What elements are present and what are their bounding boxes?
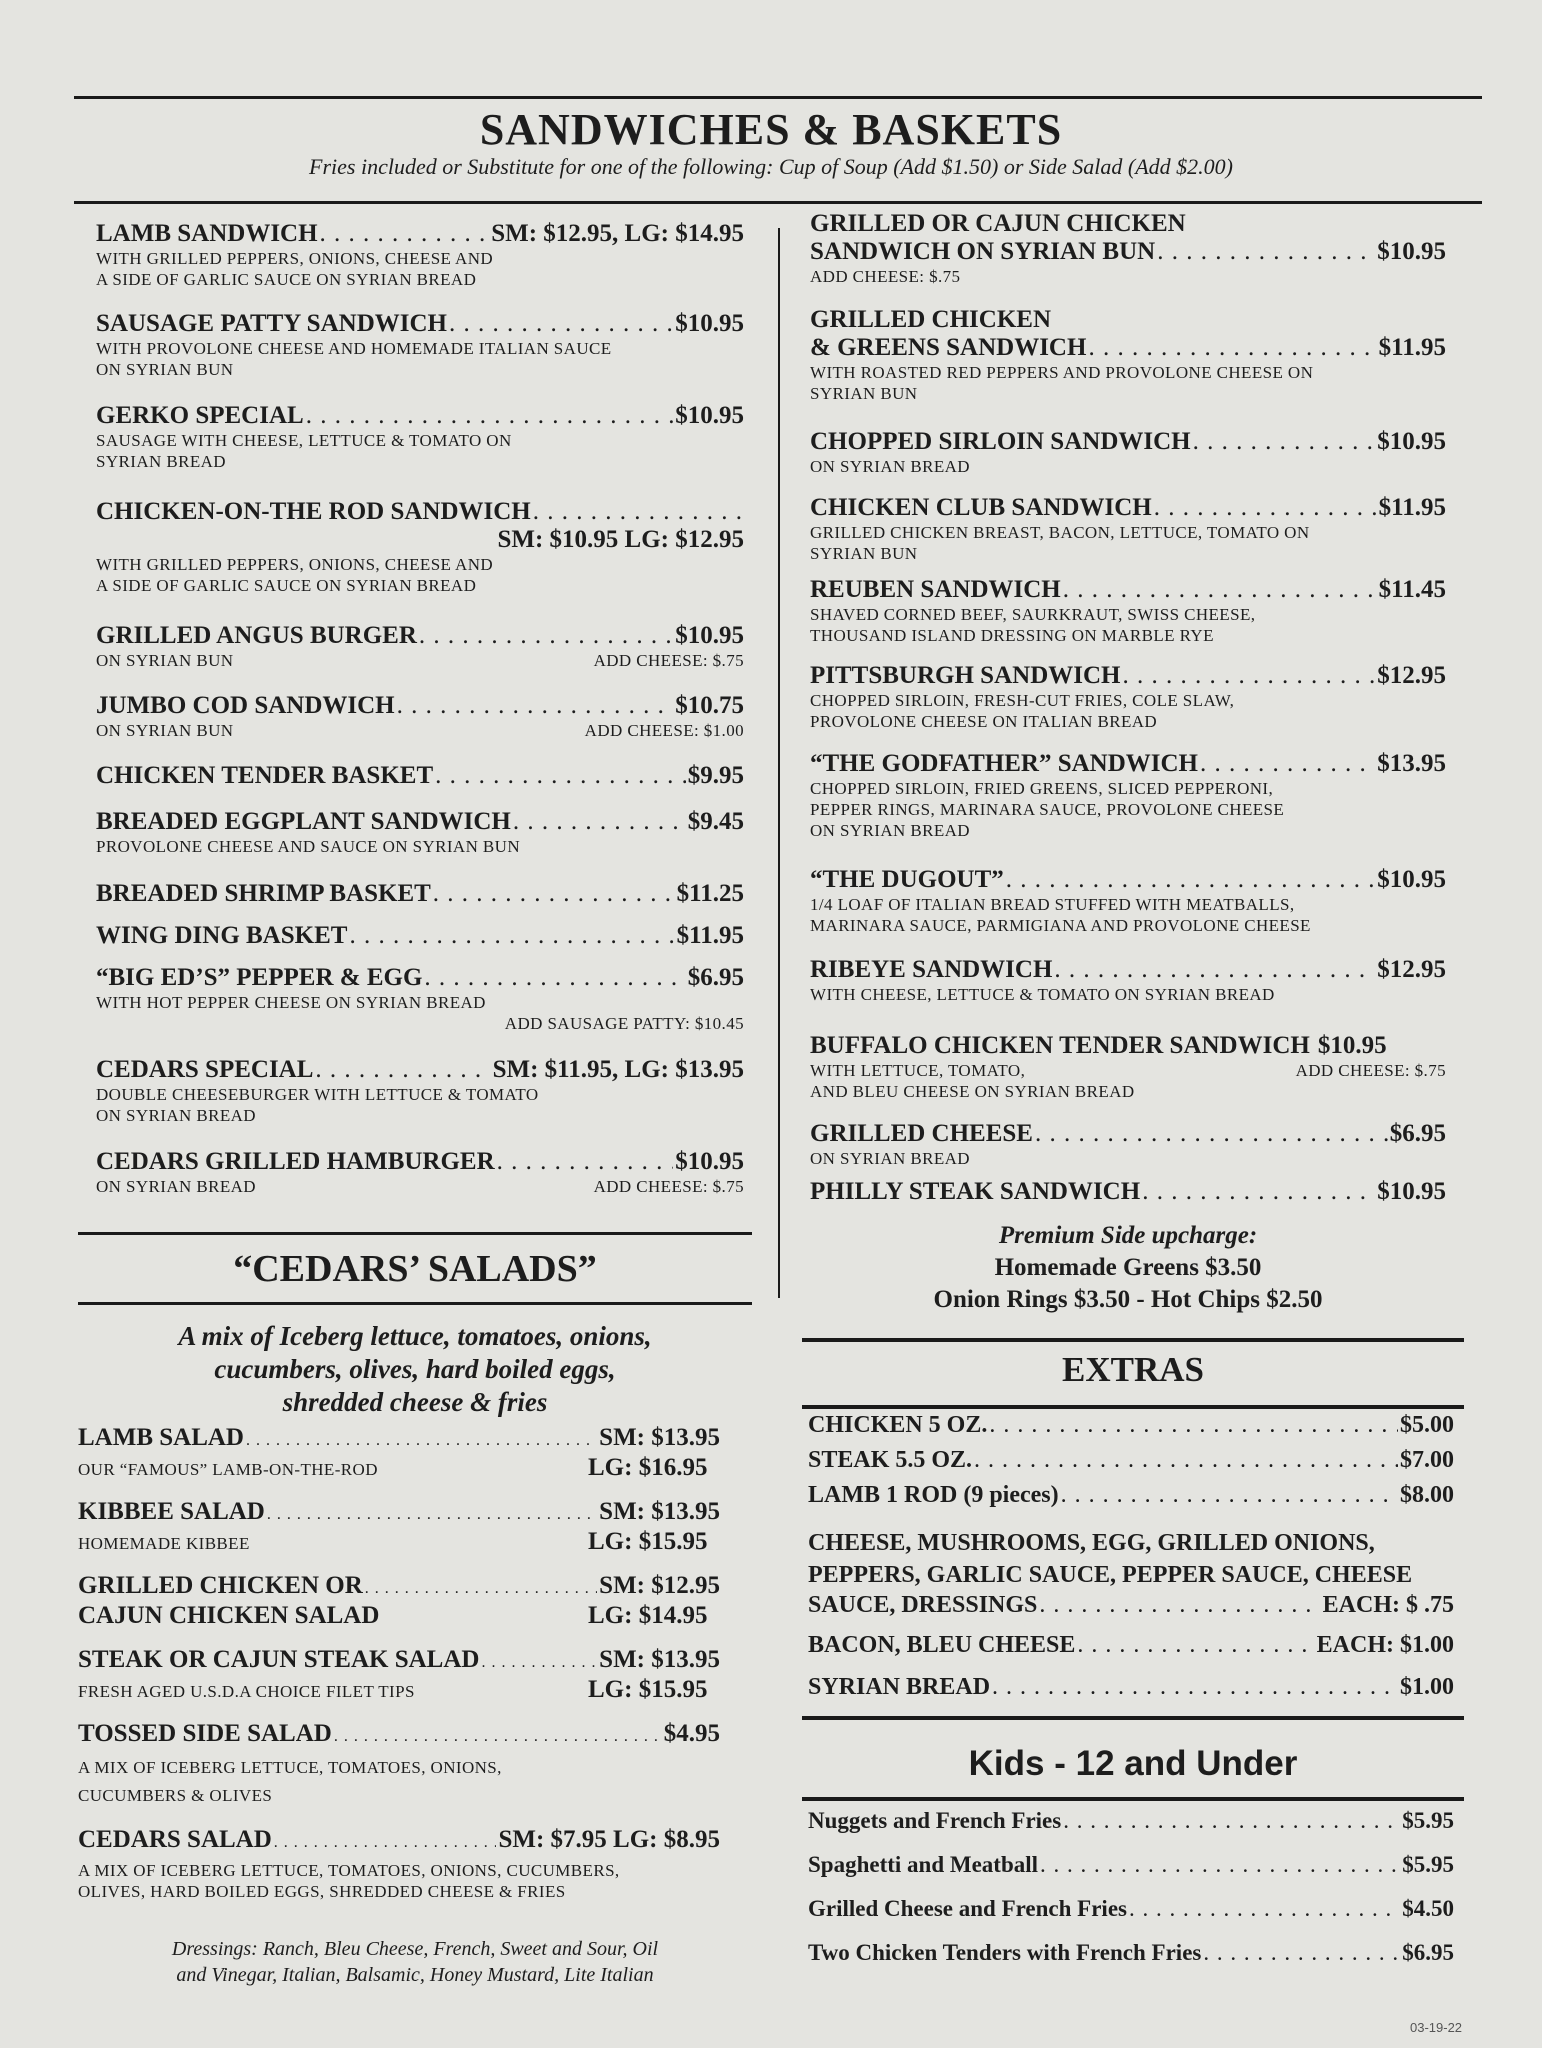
item-line [96,964,744,992]
item-line [96,310,744,338]
salad-price-large: LG: $15.95 [588,1676,708,1703]
leader-dots [397,692,674,720]
extra-price: $6.95 [1402,1940,1454,1965]
salad-item [78,1498,720,1556]
item-name-cont: SANDWICH ON SYRIAN BUN [810,238,1156,265]
item-line [96,1056,744,1084]
extra-item [808,1940,1454,1966]
menu-item [810,576,1446,646]
item-name: GRILLED OR CAJUN CHICKEN [810,210,1186,237]
leader-dots [419,622,673,650]
salad-price-large: LG: $15.95 [588,1528,708,1555]
item-desc: ADD CHEESE: $.75 [810,267,961,286]
item-name: “THE DUGOUT” [810,866,1004,893]
leader-dots [433,880,675,908]
leader-dots [435,762,686,790]
add-on-price: ADD CHEESE: $.75 [593,1177,744,1196]
leader-dots [533,498,742,526]
extra-price: $1.00 [1400,1674,1454,1700]
item-price: $10.75 [675,692,744,719]
item-name: CHICKEN TENDER BASKET [96,762,434,789]
item-price: $12.95 [1377,662,1446,689]
item-price: $10.95 [1317,1032,1387,1059]
extra-price: $5.95 [1402,1852,1454,1877]
extra-price: EACH: $ .75 [1322,1592,1454,1618]
leader-dots [974,1447,1398,1474]
item-desc: WITH PROVOLONE CHEESE AND HOMEMADE ITALIAN SAUCE [96,339,612,358]
salad-item [78,1720,720,1810]
item-desc: SYRIAN BREAD [96,452,226,471]
leader-dots [1039,1592,1320,1619]
menu-item [810,750,1446,841]
salad-item [78,1424,720,1482]
item-line [810,306,1446,334]
salad-name: CEDARS SALAD [78,1826,272,1853]
add-on-price: ADD CHEESE: $.75 [1295,1061,1446,1080]
salad-desc: FRESH AGED U.S.D.A CHOICE FILET TIPS [78,1682,415,1701]
item-desc: SYRIAN BUN [810,384,918,403]
item-line [810,1178,1446,1206]
item-sub-row [96,1013,744,1034]
item-desc: ON SYRIAN BREAD [96,1177,256,1196]
leader-dots [1063,576,1377,604]
salad-name: LAMB SALAD [78,1424,244,1451]
extra-multi-line: PEPPERS, GARLIC SAUCE, PEPPER SAUCE, CHEESE [808,1562,1413,1588]
item-line [96,922,744,950]
extra-name: SYRIAN BREAD [808,1674,991,1700]
item-desc: AND BLEU CHEESE ON SYRIAN BREAD [810,1082,1135,1101]
salad-desc: OUR “FAMOUS” LAMB-ON-THE-ROD [78,1460,378,1479]
salad-item [78,1826,720,1902]
item-line [810,210,1446,238]
item-sub-row [96,650,744,671]
salad-row [78,1454,720,1482]
leader-dots [1203,1940,1400,1966]
page-title: SANDWICHES & BASKETS [479,105,1063,154]
leader-dots [481,1654,597,1672]
item-line [96,526,744,554]
item-line [96,880,744,908]
item-price: $6.95 [687,964,744,991]
item-desc: WITH GRILLED PEPPERS, ONIONS, CHEESE AND [96,249,494,268]
menu-item [810,494,1446,564]
leader-dots [1157,238,1375,266]
item-desc: PROVOLONE CHEESE AND SAUCE ON SYRIAN BUN [96,837,521,856]
item-desc: WITH CHEESE, LETTUCE & TOMATO ON SYRIAN BREAD [810,985,1275,1004]
premium-heading: Premium Side upcharge: [998,1222,1258,1249]
salad-name: STEAK OR CAJUN STEAK SALAD [78,1646,480,1673]
item-line [96,692,744,720]
item-name: “BIG ED’S” PEPPER & EGG [96,964,423,991]
extras-top-rule [802,1338,1464,1342]
item-price: $9.95 [687,762,744,789]
menu-item [96,692,744,741]
intro-line: A mix of Iceberg lettuce, tomatoes, onions, [178,1321,652,1351]
extra-name: Grilled Cheese and French Fries [808,1896,1127,1921]
item-desc: ON SYRIAN BREAD [810,457,970,476]
extra-name: Nuggets and French Fries [808,1808,1062,1833]
menu-item [810,956,1446,1005]
extra-name: BACON, BLEU CHEESE [808,1632,1076,1658]
extra-name: Two Chicken Tenders with French Fries [808,1940,1202,1965]
leader-dots [1122,662,1375,690]
salad-item [78,1572,720,1630]
salad-desc: A MIX OF ICEBERG LETTUCE, TOMATOES, ONIONS, [78,1758,502,1777]
item-price: $10.95 [1377,1178,1446,1205]
leader-dots [1200,750,1375,778]
intro-line: shredded cheese & fries [282,1387,548,1417]
salad-price: SM: $7.95 LG: $8.95 [498,1826,720,1853]
salad-list [78,1424,720,1918]
dressings-note [78,1936,752,1988]
item-line [810,1120,1446,1148]
item-sub-row [96,720,744,741]
extra-name: SAUCE, DRESSINGS [808,1592,1038,1618]
item-desc: PEPPER RINGS, MARINARA SAUCE, PROVOLONE CHEESE [810,800,1285,819]
item-price: $10.95 [675,622,744,649]
add-on-price: ADD CHEESE: $.75 [593,651,744,670]
item-line [96,402,744,430]
menu-item [96,762,744,790]
menu-item [96,310,744,380]
menu-item [96,922,744,950]
salad-price-small: SM: $12.95 [599,1572,720,1599]
leader-dots [1035,1120,1388,1148]
menu-item [96,402,744,472]
salad-row [78,1498,720,1526]
item-price: $10.95 [1377,866,1446,893]
salad-desc: OLIVES, HARD BOILED EGGS, SHREDDED CHEESE & FRIES [78,1882,566,1901]
item-name: CHICKEN CLUB SANDWICH [810,494,1152,521]
kids-title: Kids - 12 and Under [968,1744,1298,1783]
salad-name: TOSSED SIDE SALAD [78,1720,332,1747]
premium-line-2: Onion Rings $3.50 - Hot Chips $2.50 [933,1286,1323,1313]
leader-dots [267,1506,597,1524]
salad-row [78,1646,720,1674]
extra-item [808,1674,1454,1701]
item-desc: ON SYRIAN BREAD [810,821,970,840]
menu-item [810,1032,1446,1102]
extra-item [808,1447,1454,1474]
item-desc: A SIDE OF GARLIC SAUCE ON SYRIAN BREAD [96,270,477,289]
menu-item [96,1148,744,1197]
extra-name: LAMB 1 ROD (9 pieces) [808,1482,1059,1508]
leader-dots [365,1580,597,1598]
extra-name: Spaghetti and Meatball [808,1852,1039,1877]
menu-item [96,964,744,1034]
menu-item [810,1178,1446,1206]
item-name: “THE GODFATHER” SANDWICH [810,750,1199,777]
item-line [96,622,744,650]
item-desc: DOUBLE CHEESEBURGER WITH LETTUCE & TOMATO [96,1085,539,1104]
item-desc: ON SYRIAN BUN [96,360,234,379]
item-desc: ON SYRIAN BUN [96,721,234,740]
item-name: SAUSAGE PATTY SANDWICH [96,310,447,337]
leader-dots [989,1412,1398,1439]
leader-dots [1061,1482,1398,1509]
item-price: $10.95 [675,1148,744,1175]
salad-row [78,1572,720,1600]
item-line [96,1148,744,1176]
salad-row [78,1424,720,1452]
menu-item [810,866,1446,936]
item-name: PHILLY STEAK SANDWICH [810,1178,1141,1205]
item-desc: THOUSAND ISLAND DRESSING ON MARBLE RYE [810,626,1214,645]
leader-dots [1154,494,1377,522]
salad-price-small: SM: $13.95 [599,1646,720,1673]
leader-dots [1142,1178,1375,1206]
leader-dots [1006,866,1375,894]
item-name: WING DING BASKET [96,922,348,949]
extra-name: STEAK 5.5 OZ. [808,1447,973,1473]
extra-multi-line: CHEESE, MUSHROOMS, EGG, GRILLED ONIONS, [808,1530,1375,1556]
salad-desc: A MIX OF ICEBERG LETTUCE, TOMATOES, ONIONS, CUCUMBERS, [78,1861,620,1880]
item-name-cont: & GREENS SANDWICH [810,334,1087,361]
item-desc: ON SYRIAN BREAD [810,1149,970,1168]
menu-item [96,622,744,671]
item-price: $9.45 [687,808,744,835]
salad-name: KIBBEE SALAD [78,1498,265,1525]
extra-name: CHICKEN 5 OZ. [808,1412,988,1438]
dressings-line: Dressings: Ranch, Bleu Cheese, French, Sweet and Sour, Oil [171,1938,659,1960]
item-price: $10.95 [675,402,744,429]
leader-dots [315,1056,490,1084]
leader-dots [274,1834,497,1852]
salad-row [78,1676,720,1704]
leader-dots [513,808,686,836]
extra-item [808,1482,1454,1509]
salad-price-small: SM: $13.95 [599,1424,720,1451]
salads-bottom-rule [78,1302,752,1305]
item-desc: PROVOLONE CHEESE ON ITALIAN BREAD [810,712,1158,731]
item-line [96,498,744,526]
item-line [810,866,1446,894]
item-price: SM: $12.95, LG: $14.95 [491,220,744,247]
item-desc: ON SYRIAN BREAD [96,1106,256,1125]
item-line [96,762,744,790]
salad-row [78,1826,720,1854]
item-desc: SHAVED CORNED BEEF, SAURKRAUT, SWISS CHEESE, [810,605,1256,624]
leader-dots [1193,428,1376,456]
item-desc: ON SYRIAN BUN [96,651,234,670]
extra-item [808,1592,1454,1619]
item-line [96,220,744,248]
add-on-price: ADD CHEESE: $1.00 [584,721,744,740]
extra-price: $4.50 [1402,1896,1454,1921]
column-divider [778,228,780,1298]
salad-name: GRILLED CHICKEN OR [78,1572,363,1599]
item-line [810,956,1446,984]
salads-title: “CEDARS’ SALADS” [233,1248,597,1290]
extra-price: $5.95 [1402,1808,1454,1833]
item-line [810,750,1446,778]
item-name: BREADED EGGPLANT SANDWICH [96,808,511,835]
leader-dots [449,310,673,338]
menu-item [810,428,1446,477]
menu-item [810,1120,1446,1169]
salad-row [78,1602,720,1630]
menu-item [96,498,744,596]
item-line [810,662,1446,690]
item-price: SM: $10.95 LG: $12.95 [497,526,744,553]
leader-dots [497,1148,674,1176]
item-price: $11.95 [1378,494,1446,521]
salads-top-rule [78,1232,752,1235]
item-name: GRILLED CHICKEN [810,306,1052,333]
leader-dots [320,220,490,248]
item-sub-row [96,1176,744,1197]
leader-dots [246,1432,597,1450]
item-desc: CHOPPED SIRLOIN, FRIED GREENS, SLICED PEPPERONI, [810,779,1274,798]
menu-item [96,1056,744,1126]
item-price: $6.95 [1389,1120,1446,1147]
item-line [96,808,744,836]
kids-bottom-rule [802,1797,1464,1801]
item-name: JUMBO COD SANDWICH [96,692,395,719]
dressings-line: and Vinegar, Italian, Balsamic, Honey Mustard, Lite Italian [176,1964,654,1986]
leader-dots [1077,1632,1314,1659]
salad-price-large: LG: $14.95 [588,1602,708,1629]
extra-item [808,1896,1454,1922]
extra-item [808,1808,1454,1834]
leader-dots [1088,334,1376,362]
extra-price: $5.00 [1400,1412,1454,1438]
leader-dots [992,1674,1398,1701]
item-desc: A SIDE OF GARLIC SAUCE ON SYRIAN BREAD [96,576,477,595]
salad-desc: HOMEMADE KIBBEE [78,1534,250,1553]
menu-item [810,662,1446,732]
page-subtitle: Fries included or Substitute for one of the following: Cup of Soup (Add $1.50) or Side Salad (Add $2.00) [309,154,1233,179]
item-line [810,1032,1446,1060]
item-price: $11.25 [676,880,744,907]
item-desc: SYRIAN BUN [810,544,918,563]
menu-item [96,220,744,290]
item-line [810,576,1446,604]
leader-dots [349,922,674,950]
salads-intro [78,1320,752,1419]
menu-item [810,306,1446,404]
add-on-price: ADD SAUSAGE PATTY: $10.45 [504,1014,744,1033]
item-name: CHOPPED SIRLOIN SANDWICH [810,428,1191,455]
item-desc: WITH LETTUCE, TOMATO, [810,1061,1026,1080]
item-name: CEDARS GRILLED HAMBURGER [96,1148,495,1175]
item-desc: CHOPPED SIRLOIN, FRESH-CUT FRIES, COLE SLAW, [810,691,1235,710]
item-price: $11.45 [1378,576,1446,603]
item-line [810,428,1446,456]
extras-title: EXTRAS [1062,1350,1204,1389]
salad-desc: CAJUN CHICKEN SALAD [78,1602,380,1629]
item-line [810,494,1446,522]
leader-dots [334,1728,662,1746]
leader-dots [1054,956,1375,984]
menu-item [810,210,1446,287]
kids-top-rule [802,1716,1464,1720]
salad-item [78,1646,720,1704]
header-rule [74,201,1482,204]
item-desc: SAUSAGE WITH CHEESE, LETTUCE & TOMATO ON [96,431,512,450]
leader-dots [1129,1896,1400,1922]
extra-price: $8.00 [1400,1482,1454,1508]
salad-row [78,1528,720,1556]
intro-line: cucumbers, olives, hard boiled eggs, [214,1354,616,1384]
menu-item [96,808,744,857]
item-name: GERKO SPECIAL [96,402,304,429]
item-desc: WITH HOT PEPPER CHEESE ON SYRIAN BREAD [96,993,486,1012]
item-desc: 1/4 LOAF OF ITALIAN BREAD STUFFED WITH MEATBALLS, [810,895,1295,914]
item-desc: MARINARA SAUCE, PARMIGIANA AND PROVOLONE CHEESE [810,916,1311,935]
menu-item [96,880,744,908]
item-name: BREADED SHRIMP BASKET [96,880,431,907]
extras-bottom-rule [802,1405,1464,1409]
item-name: BUFFALO CHICKEN TENDER SANDWICH [810,1032,1310,1059]
item-price: $13.95 [1377,750,1446,777]
print-date: 03-19-22 [1410,2020,1463,2035]
item-name: LAMB SANDWICH [96,220,318,247]
item-name: GRILLED CHEESE [810,1120,1033,1147]
salad-desc: CUCUMBERS & OLIVES [78,1786,273,1805]
item-name: REUBEN SANDWICH [810,576,1061,603]
item-name: CEDARS SPECIAL [96,1056,314,1083]
item-name: CHICKEN-ON-THE ROD SANDWICH [96,498,531,525]
salad-price: $4.95 [663,1720,720,1747]
item-price: $11.95 [676,922,744,949]
extra-price: EACH: $1.00 [1316,1632,1454,1658]
premium-line-1: Homemade Greens $3.50 [994,1254,1262,1281]
salad-row [78,1720,720,1748]
item-price: $10.95 [675,310,744,337]
item-price: $10.95 [1377,428,1446,455]
item-desc: WITH ROASTED RED PEPPERS AND PROVOLONE CHEESE ON [810,363,1314,382]
leader-dots [1040,1852,1400,1878]
item-desc: WITH GRILLED PEPPERS, ONIONS, CHEESE AND [96,555,494,574]
item-line [810,238,1446,266]
top-rule [74,96,1482,99]
item-name: GRILLED ANGUS BURGER [96,622,417,649]
extra-item [808,1412,1454,1439]
item-price: $11.95 [1378,334,1446,361]
item-desc: GRILLED CHICKEN BREAST, BACON, LETTUCE, TOMATO ON [810,523,1310,542]
salad-price-large: LG: $16.95 [588,1454,708,1481]
item-name: RIBEYE SANDWICH [810,956,1053,983]
leader-dots [424,964,685,992]
extra-price: $7.00 [1400,1447,1454,1473]
item-price: $10.95 [1377,238,1446,265]
salad-price-small: SM: $13.95 [599,1498,720,1525]
leader-dots [306,402,674,430]
extra-item [808,1632,1454,1659]
extra-item [808,1852,1454,1878]
item-line [810,334,1446,362]
item-sub-row [810,1060,1446,1081]
item-price: SM: $11.95, LG: $13.95 [492,1056,744,1083]
leader-dots [1063,1808,1400,1834]
item-price: $12.95 [1377,956,1446,983]
item-name: PITTSBURGH SANDWICH [810,662,1121,689]
